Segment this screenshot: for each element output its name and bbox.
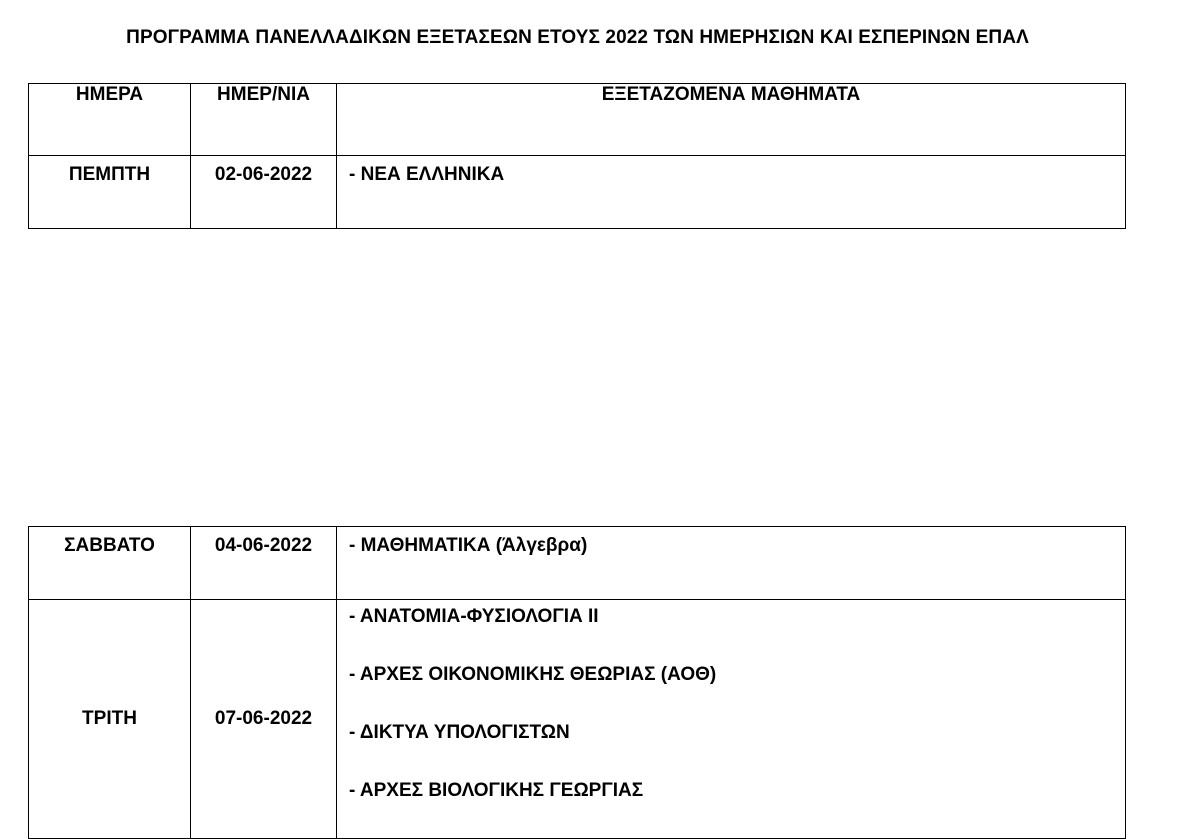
subject-list: [337, 600, 1125, 838]
subject-cell: - ΝΕΑ ΕΛΛΗΝΙΚΑ: [337, 156, 1126, 229]
subject-cell: - ΜΑΘΗΜΑΤΙΚΑ (Άλγεβρα): [337, 527, 1126, 600]
page-title: ΠΡΟΓΡΑΜΜΑ ΠΑΝΕΛΛΑΔΙΚΩΝ ΕΞΕΤΑΣΕΩΝ ΕΤΟΥΣ 2022 ΤΩΝ ΗΜΕΡΗΣΙΩΝ ΚΑΙ ΕΣΠΕΡΙΝΩΝ ΕΠΑΛ: [126, 27, 1029, 48]
subject-item: - ΑΡΧΕΣ ΒΙΟΛΟΓΙΚΗΣ ΓΕΩΡΓΙΑΣ: [349, 780, 644, 801]
exam-schedule-table-2: [28, 526, 1126, 839]
header-date: ΗΜΕΡ/ΝΙΑ: [191, 84, 337, 156]
date-cell: 07-06-2022: [191, 600, 337, 839]
day-cell: ΣΑΒΒΑΤΟ: [29, 527, 191, 600]
subject-item: - ΑΝΑΤΟΜΙΑ-ΦΥΣΙΟΛΟΓΙΑ ΙΙ: [349, 606, 599, 627]
subject-item: - ΑΡΧΕΣ ΟΙΚΟΝΟΜΙΚΗΣ ΘΕΩΡΙΑΣ (ΑΟΘ): [349, 664, 717, 685]
table-row: [29, 600, 1126, 839]
table-row: [29, 527, 1126, 600]
header-subjects: ΕΞΕΤΑΖΟΜΕΝΑ ΜΑΘΗΜΑΤΑ: [337, 84, 1126, 156]
table-header-row: [29, 84, 1126, 156]
exam-schedule-table-1: [28, 83, 1126, 229]
table-row: [29, 156, 1126, 229]
date-cell: 02-06-2022: [191, 156, 337, 229]
subject-item: - ΔΙΚΤΥΑ ΥΠΟΛΟΓΙΣΤΩΝ: [349, 722, 570, 743]
day-cell: ΠΕΜΠΤΗ: [29, 156, 191, 229]
day-cell: ΤΡΙΤΗ: [29, 600, 191, 839]
subject-list-cell: [337, 600, 1126, 839]
date-cell: 04-06-2022: [191, 527, 337, 600]
header-day: ΗΜΕΡΑ: [29, 84, 191, 156]
